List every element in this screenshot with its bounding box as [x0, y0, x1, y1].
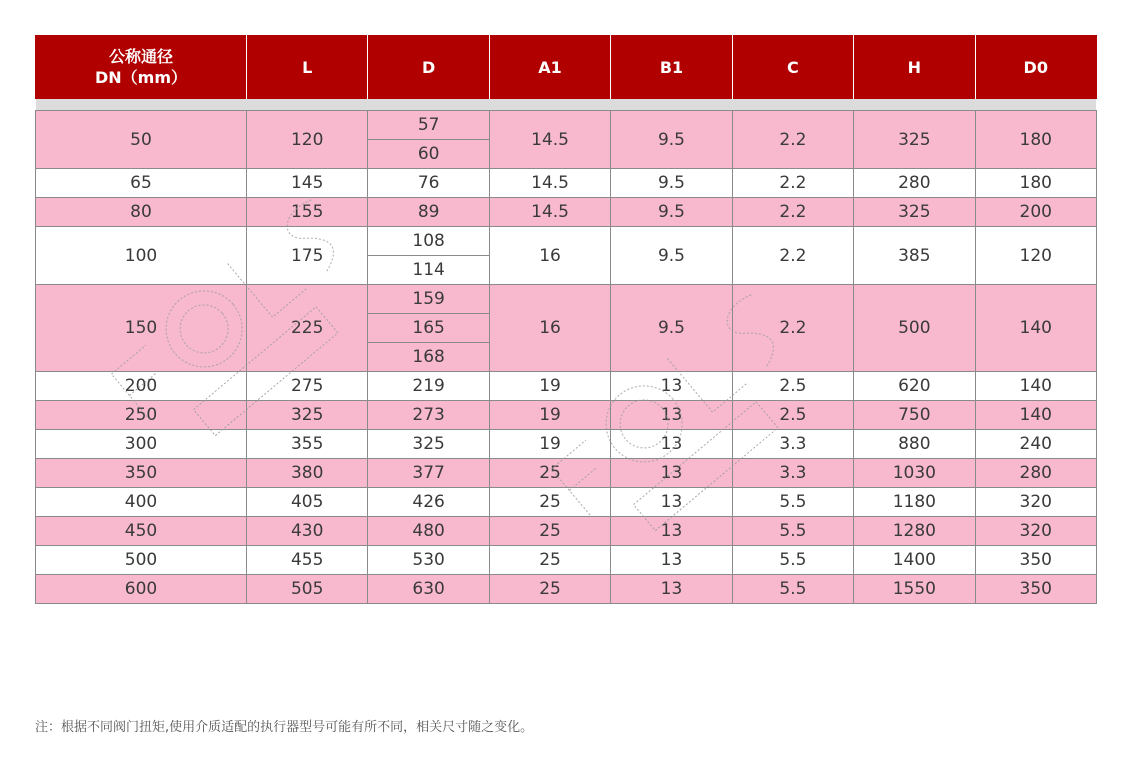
table-row — [36, 459, 1097, 488]
header-d0: D0 — [975, 35, 1096, 99]
cell-h: 880 — [854, 430, 975, 459]
cell-a1: 25 — [489, 459, 610, 488]
cell-b1: 13 — [611, 546, 732, 575]
cell-d0: 140 — [975, 372, 1096, 401]
cell-c: 2.2 — [732, 198, 853, 227]
cell-h: 500 — [854, 285, 975, 372]
cell-dn: 50 — [36, 111, 247, 169]
cell-dn: 350 — [36, 459, 247, 488]
cell-h: 325 — [854, 111, 975, 169]
cell-c: 2.5 — [732, 401, 853, 430]
cell-d: 76 — [368, 169, 489, 198]
cell-a1: 25 — [489, 546, 610, 575]
header-gap-row — [36, 99, 1097, 111]
cell-a1: 25 — [489, 517, 610, 546]
cell-c: 5.5 — [732, 546, 853, 575]
cell-c: 5.5 — [732, 575, 853, 604]
table-row — [36, 227, 1097, 256]
cell-l: 430 — [247, 517, 368, 546]
table-body — [36, 99, 1097, 604]
cell-c: 5.5 — [732, 517, 853, 546]
cell-d: 89 — [368, 198, 489, 227]
table-row — [36, 401, 1097, 430]
cell-d0: 120 — [975, 227, 1096, 285]
cell-h: 1030 — [854, 459, 975, 488]
table-row — [36, 430, 1097, 459]
table-row — [36, 285, 1097, 314]
table-row — [36, 372, 1097, 401]
cell-a1: 16 — [489, 285, 610, 372]
cell-d0: 350 — [975, 575, 1096, 604]
cell-b1: 13 — [611, 459, 732, 488]
cell-d: 108 — [368, 227, 489, 256]
cell-l: 380 — [247, 459, 368, 488]
cell-d: 480 — [368, 517, 489, 546]
cell-dn: 200 — [36, 372, 247, 401]
cell-b1: 13 — [611, 372, 732, 401]
cell-c: 3.3 — [732, 430, 853, 459]
header-h: H — [854, 35, 975, 99]
cell-d0: 320 — [975, 488, 1096, 517]
cell-d0: 140 — [975, 285, 1096, 372]
cell-c: 2.2 — [732, 169, 853, 198]
cell-l: 155 — [247, 198, 368, 227]
cell-d: 219 — [368, 372, 489, 401]
table-row — [36, 546, 1097, 575]
cell-b1: 9.5 — [611, 169, 732, 198]
cell-c: 2.2 — [732, 285, 853, 372]
cell-b1: 13 — [611, 401, 732, 430]
cell-a1: 19 — [489, 372, 610, 401]
header-gap-cell — [36, 99, 1097, 111]
cell-a1: 16 — [489, 227, 610, 285]
table-row — [36, 517, 1097, 546]
cell-b1: 9.5 — [611, 227, 732, 285]
cell-b1: 13 — [611, 488, 732, 517]
cell-a1: 14.5 — [489, 169, 610, 198]
cell-dn: 600 — [36, 575, 247, 604]
cell-a1: 25 — [489, 488, 610, 517]
cell-d0: 240 — [975, 430, 1096, 459]
cell-a1: 14.5 — [489, 198, 610, 227]
cell-dn: 450 — [36, 517, 247, 546]
cell-d0: 180 — [975, 111, 1096, 169]
cell-d0: 140 — [975, 401, 1096, 430]
cell-d: 165 — [368, 314, 489, 343]
cell-b1: 13 — [611, 517, 732, 546]
cell-h: 325 — [854, 198, 975, 227]
cell-a1: 14.5 — [489, 111, 610, 169]
cell-h: 620 — [854, 372, 975, 401]
cell-dn: 150 — [36, 285, 247, 372]
table-header-row — [36, 35, 1097, 99]
cell-dn: 65 — [36, 169, 247, 198]
cell-d: 168 — [368, 343, 489, 372]
cell-h: 385 — [854, 227, 975, 285]
cell-h: 1180 — [854, 488, 975, 517]
cell-d: 325 — [368, 430, 489, 459]
footnote: 注：根据不同阀门扭矩,使用介质适配的执行器型号可能有所不同，相关尺寸随之变化。 — [35, 720, 534, 735]
cell-d: 377 — [368, 459, 489, 488]
cell-dn: 250 — [36, 401, 247, 430]
cell-c: 2.2 — [732, 111, 853, 169]
cell-a1: 19 — [489, 430, 610, 459]
cell-d: 114 — [368, 256, 489, 285]
cell-b1: 13 — [611, 430, 732, 459]
cell-d: 426 — [368, 488, 489, 517]
cell-b1: 9.5 — [611, 198, 732, 227]
header-d: D — [368, 35, 489, 99]
cell-a1: 25 — [489, 575, 610, 604]
cell-l: 145 — [247, 169, 368, 198]
cell-c: 3.3 — [732, 459, 853, 488]
cell-d0: 350 — [975, 546, 1096, 575]
cell-h: 1280 — [854, 517, 975, 546]
table-row — [36, 169, 1097, 198]
header-l: L — [247, 35, 368, 99]
table-row — [36, 198, 1097, 227]
cell-d0: 180 — [975, 169, 1096, 198]
cell-l: 175 — [247, 227, 368, 285]
cell-h: 1400 — [854, 546, 975, 575]
header-dn: 公称通径 DN（mm） — [36, 35, 247, 99]
header-b1: B1 — [611, 35, 732, 99]
cell-dn: 100 — [36, 227, 247, 285]
cell-l: 325 — [247, 401, 368, 430]
cell-d: 159 — [368, 285, 489, 314]
cell-d0: 280 — [975, 459, 1096, 488]
cell-h: 750 — [854, 401, 975, 430]
table-row — [36, 575, 1097, 604]
cell-d: 530 — [368, 546, 489, 575]
table-row — [36, 488, 1097, 517]
cell-l: 405 — [247, 488, 368, 517]
header-c: C — [732, 35, 853, 99]
cell-b1: 9.5 — [611, 285, 732, 372]
cell-d: 57 — [368, 111, 489, 140]
cell-c: 5.5 — [732, 488, 853, 517]
cell-dn: 300 — [36, 430, 247, 459]
cell-h: 280 — [854, 169, 975, 198]
header-a1: A1 — [489, 35, 610, 99]
cell-d: 60 — [368, 140, 489, 169]
cell-d0: 320 — [975, 517, 1096, 546]
cell-dn: 400 — [36, 488, 247, 517]
cell-a1: 19 — [489, 401, 610, 430]
cell-l: 455 — [247, 546, 368, 575]
cell-dn: 500 — [36, 546, 247, 575]
spec-table-wrapper — [35, 35, 1096, 604]
spec-table — [35, 35, 1097, 604]
cell-c: 2.5 — [732, 372, 853, 401]
cell-l: 505 — [247, 575, 368, 604]
cell-c: 2.2 — [732, 227, 853, 285]
cell-b1: 9.5 — [611, 111, 732, 169]
cell-l: 120 — [247, 111, 368, 169]
cell-h: 1550 — [854, 575, 975, 604]
cell-l: 275 — [247, 372, 368, 401]
cell-dn: 80 — [36, 198, 247, 227]
cell-l: 355 — [247, 430, 368, 459]
table-row — [36, 111, 1097, 140]
cell-d: 630 — [368, 575, 489, 604]
cell-d: 273 — [368, 401, 489, 430]
cell-l: 225 — [247, 285, 368, 372]
cell-b1: 13 — [611, 575, 732, 604]
cell-d0: 200 — [975, 198, 1096, 227]
